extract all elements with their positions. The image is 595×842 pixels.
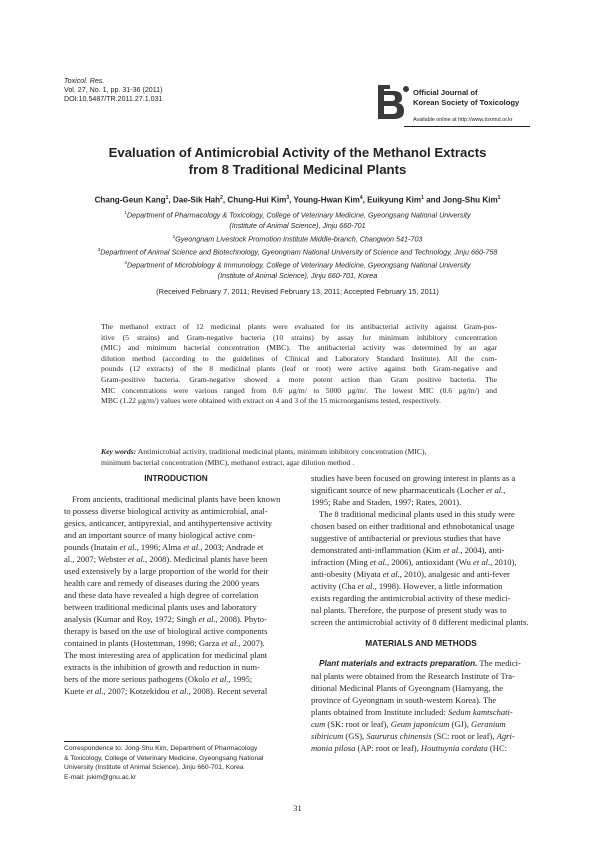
author-sep: , bbox=[362, 195, 368, 205]
author-sup: 2 bbox=[220, 195, 223, 201]
journal-name: Toxicol. Res. bbox=[64, 77, 105, 85]
author-sup: 1 bbox=[165, 195, 169, 201]
affiliation-line bbox=[30, 221, 565, 232]
abstract-line: dilution method (according to the guidelines of Clinical and Laboratory Standard Institute). All the com- bbox=[101, 353, 497, 363]
paper-title bbox=[60, 144, 535, 178]
right-line: exists regarding the antimicrobial activity of these medici- bbox=[311, 593, 511, 603]
right-line: anti-obesity (Miyata et al., 2010), analgesic and anti-fever bbox=[311, 569, 510, 579]
intro-line: From ancients, traditional medicinal plants have been known bbox=[72, 494, 281, 504]
methods-line: plants obtained from Institute included: Sedum kamtschati- bbox=[311, 707, 513, 717]
correspondence-footnote bbox=[64, 744, 263, 782]
left-column bbox=[64, 472, 288, 697]
journal-url[interactable]: Available online at http://www.toxmut.or.kr bbox=[413, 117, 513, 123]
methods-paragraph bbox=[311, 670, 531, 754]
italic-term: et al. bbox=[198, 614, 216, 624]
affiliation-text: (Institute of Animal Science), Jinju 660-701, Korea bbox=[217, 270, 378, 280]
right-line: chosen based on either traditional and ethnobotanical usage bbox=[311, 521, 515, 531]
abstract-line: itive (5 strains) and Gram-negative bacteria (10 strains) by assay for minimum inhibitory concentration bbox=[101, 332, 497, 342]
author-name: Jong-Shu Kim bbox=[442, 195, 498, 205]
journal-info bbox=[64, 77, 162, 104]
author-name: Young-Hwan Kim bbox=[293, 195, 360, 205]
intro-line: between traditional medicinal plants uses and laboratory bbox=[64, 602, 257, 612]
footnote-rule bbox=[64, 741, 160, 742]
italic-term: et al. bbox=[127, 554, 146, 564]
affiliation-sup: 1 bbox=[124, 210, 127, 215]
italic-term: et al. bbox=[369, 557, 387, 567]
abstract-line: (MIC) and minimum bacterial concentration (MBC). The antibacterial activity was determined by an agar bbox=[101, 343, 497, 353]
intro-line: contained in plants (Hostettman, 1998; Garza et al., 2007). bbox=[64, 638, 265, 648]
intro-line: The most interesting area of application for medicinal plant bbox=[64, 650, 268, 660]
sub-heading: Plant materials and extracts preparation. bbox=[319, 659, 478, 668]
right-line: demonstrated anti-inflammation (Kim et al., 2004), anti- bbox=[311, 545, 505, 555]
italic-term: et al. bbox=[357, 581, 375, 591]
right-paragraph-2 bbox=[311, 508, 531, 628]
right-line: activity (Cha et al., 1998). However, a little information bbox=[311, 581, 503, 591]
methods-line: monia pilosa (AP: root or leaf), Houttuynia cordata (HC: bbox=[311, 743, 508, 753]
italic-term: et al. bbox=[443, 545, 461, 555]
italic-term: Geum japonicum bbox=[390, 719, 450, 729]
author-name: Chang-Geun Kang bbox=[94, 195, 166, 205]
author-sep: , bbox=[168, 195, 173, 205]
intro-line: analysis (Kumar and Roy, 1972; Singh et al., 2008). Phyto- bbox=[64, 614, 267, 624]
italic-term: Geranium bbox=[471, 719, 506, 729]
italic-term: Sedum kamtschati- bbox=[447, 707, 513, 717]
intro-line: pounds (Inatain et al., 1996; Alma et al., 2003; Andrade et bbox=[64, 542, 264, 552]
society-logo-icon bbox=[372, 83, 412, 121]
official-journal-line: Official Journal of bbox=[413, 88, 478, 97]
keywords bbox=[101, 447, 497, 468]
intro-line: health care and remedy of diseases during the 2000 years bbox=[64, 578, 260, 588]
affiliation-sup: 2 bbox=[172, 233, 176, 239]
affiliation-text: Department of Animal Science and Biotechnology, Gyeongnam National University of Science and Technology, Jinju 660-758 bbox=[100, 246, 498, 256]
italic-term: et al. bbox=[211, 674, 229, 684]
footnote-line: University (Institute of Animal Science), Jinju 660-701, Korea bbox=[64, 764, 244, 772]
intro-line: used extensively by a large proportion of the world for their bbox=[64, 566, 269, 576]
italic-term: Houttuynia cordata bbox=[420, 743, 488, 753]
society-name: Korean Society of Toxicology bbox=[413, 98, 520, 107]
affiliation-sup: 3 bbox=[97, 246, 101, 252]
author-sup: 3 bbox=[286, 195, 290, 201]
affiliation-line bbox=[30, 245, 565, 258]
author-sep: and bbox=[423, 195, 443, 205]
abstract-line: MBC (1.22 μg/m/) values were obtained with extract on 4 and 3 of the 15 microorganisms tested, respectively. bbox=[101, 396, 441, 406]
affiliation-line bbox=[30, 271, 565, 282]
footnote-line: & Toxicology, College of Veterinary Medicine, Gyeongsang National bbox=[64, 754, 264, 762]
italic-term: Agri- bbox=[496, 731, 515, 741]
methods-heading: MATERIALS AND METHODS bbox=[365, 638, 477, 648]
intro-line: extracts is the inhibition of growth and reduction in num- bbox=[64, 662, 260, 672]
methods-line: cum (SK: root or leaf), Geum japonicum (GJ), Geranium bbox=[311, 719, 506, 729]
footnote-line: E-mail: jskim@gnu.ac.kr bbox=[64, 773, 137, 781]
journal-volume: Vol. 27, No. 1, pp. 31-36 (2011) bbox=[64, 86, 163, 94]
keywords-label: Key words: bbox=[101, 447, 137, 456]
author-sup: 1 bbox=[497, 195, 501, 201]
author-sep: , bbox=[289, 195, 294, 205]
author-name: Euikyung Kim bbox=[367, 195, 422, 205]
author-sup: 1 bbox=[421, 195, 424, 201]
society-title bbox=[413, 88, 519, 108]
footnote-line: Correspondence to: Jong-Shu Kim, Department of Pharmacology bbox=[64, 745, 258, 752]
intro-line: and an important source of many biological active com- bbox=[64, 530, 256, 540]
author-name: Dae-Sik Hah bbox=[172, 195, 221, 205]
intro-line: therapy is based on the use of biological active components bbox=[64, 626, 268, 636]
intro-line: bers of the more serious pathogens (Okolo et al., 1995; bbox=[64, 674, 253, 684]
affiliation-line bbox=[30, 232, 565, 245]
abstract-line: Gram-positive bacteria. Gram-negative showed a more potent action than Gram positive bacteria. The bbox=[101, 374, 497, 384]
affiliation-text: Department of Microbiology & Immunology, College of Veterinary Medicine, Gyeongsang National University bbox=[126, 259, 471, 269]
affiliation-text: Gyeongnam Livestock Promotion Institute Middle-branch, Changwon 541-703 bbox=[175, 233, 423, 243]
right-line: nal plants. Therefore, the purpose of present study was to bbox=[311, 605, 507, 615]
affiliation-line bbox=[30, 208, 565, 221]
right-line: 1995; Rabe and Staden, 1997; Rates, 2001). bbox=[311, 497, 462, 507]
author-list bbox=[30, 195, 565, 205]
italic-term: et al. bbox=[183, 542, 201, 552]
keywords-line-2: minimum bacterial concentration (MBC), methanol extract, agar dilution method . bbox=[101, 457, 355, 467]
affiliation-text: (Institute of Animal Science), Jinju 660-701 bbox=[229, 220, 366, 230]
methods-first-text: The medici- bbox=[477, 658, 521, 668]
title-line-2: from 8 Traditional Medicinal Plants bbox=[188, 162, 407, 177]
affiliation-line bbox=[30, 258, 565, 271]
right-column bbox=[311, 472, 531, 754]
abstract bbox=[101, 322, 497, 407]
keywords-line-1: Antimicrobial activity, traditional medicinal plants, minimum inhibitory concentration (MIC), bbox=[137, 447, 427, 456]
italic-term: et al. bbox=[171, 686, 189, 696]
intro-paragraph bbox=[64, 493, 288, 697]
abstract-line: MIC concentrations were various ranged from 0.6 μg/m/ to 5000 μg/m/. The lowest MIC (0.6 μg/m/) and bbox=[101, 385, 497, 395]
right-line: significant source of new pharmaceuticals (Locher et al., bbox=[311, 485, 506, 495]
right-line: studies have been focused on growing interest in plants as a bbox=[311, 473, 516, 483]
author-name: Chung-Hui Kim bbox=[227, 195, 287, 205]
journal-doi: DOI:10.5487/TR.2011.27.1.031 bbox=[64, 95, 163, 103]
italic-term: sibiricum bbox=[311, 731, 344, 741]
methods-first-line bbox=[311, 657, 531, 670]
italic-term: cum bbox=[311, 719, 326, 729]
header-divider bbox=[404, 126, 530, 127]
intro-line: al., 2007; Webster et al., 2008). Medicinal plants have been bbox=[64, 554, 268, 564]
methods-line: ditional Medicinal Plants of Gyeongnam (Hamyang, the bbox=[311, 683, 504, 693]
affiliation-sup: 4 bbox=[124, 259, 127, 265]
right-paragraph-1 bbox=[311, 472, 531, 508]
italic-term: et al. bbox=[473, 557, 491, 567]
italic-term: et al. bbox=[86, 686, 104, 696]
methods-line: province of Gyeongnam in south-western Korea). The bbox=[311, 695, 497, 705]
intro-line: and these data have revealed a high degree of correlation bbox=[64, 590, 259, 600]
right-line: infraction (Ming et al., 2006), antioxidant (Wu et al., 2010), bbox=[311, 557, 517, 567]
intro-line: gesics, anticancer, antipyrexial, and antihypertensive activity bbox=[64, 518, 273, 528]
affiliation-text: Department of Pharmacology & Toxicology, College of Veterinary Medicine, Gyeongsang National University bbox=[126, 210, 471, 220]
italic-term: et al. bbox=[119, 542, 137, 552]
intro-line: to possess diverse biological activity as antimicrobial, anal- bbox=[64, 506, 268, 516]
abstract-line: The methanol extract of 12 medicinal plants were evaluated for its antibacterial activity against Gram-pos- bbox=[101, 322, 497, 331]
abstract-line: pounds (12 extracts) of the 8 medicinal plants (leaf or root) were active against both Gram-negative and bbox=[101, 364, 497, 374]
right-line: The 8 traditional medicinal plants used in this study were bbox=[319, 509, 515, 519]
title-line-1: Evaluation of Antimicrobial Activity of the Methanol Extracts bbox=[108, 145, 487, 160]
author-sep: , bbox=[222, 195, 228, 205]
page-number: 31 bbox=[293, 803, 302, 813]
received-dates: (Received February 7, 2011; Revised February 13, 2011; Accepted February 15, 2011) bbox=[156, 287, 439, 296]
methods-line: sibiricum (GS), Saururus chinensis (SC: root or leaf), Agri- bbox=[311, 731, 515, 741]
intro-heading: INTRODUCTION bbox=[144, 473, 208, 483]
author-sup: 4 bbox=[359, 195, 363, 201]
right-line: screen the antimicrobial activity of 8 different medicinal plants. bbox=[311, 617, 529, 627]
italic-term: Saururus chinensis bbox=[366, 731, 432, 741]
right-line: suggestive of antibacterial or previous studies that have bbox=[311, 533, 501, 543]
italic-term: et al. bbox=[382, 569, 400, 579]
italic-term: et al. bbox=[486, 485, 504, 495]
italic-term: monia pilosa bbox=[311, 743, 356, 753]
affiliation-list bbox=[30, 208, 565, 281]
intro-line: Kuete et al., 2007; Kotzekidou et al., 2008). Recent several bbox=[64, 686, 268, 696]
methods-line: nal plants were obtained from the Research Institute of Tra- bbox=[311, 671, 515, 681]
italic-term: et al. bbox=[221, 638, 239, 648]
